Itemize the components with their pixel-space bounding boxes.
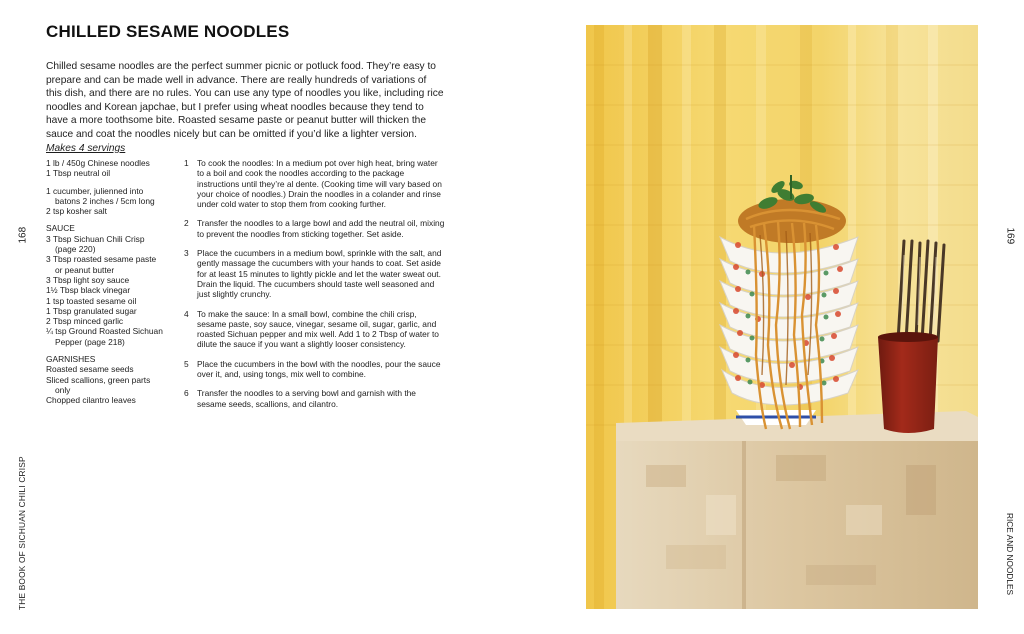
method-step	[184, 248, 446, 299]
stacked-bowls	[720, 237, 858, 425]
step-text: To cook the noodles: In a medium pot over high heat, bring water to a boil and cook the noodles according to the package instructions until they’re al dente. (Cooking time will vary based on your choice of noodles.) Drain the noodles in a colander and rinse under cold water to stop them from cooking further.	[197, 158, 442, 210]
step-number: 6	[184, 388, 189, 399]
ingredient-group-sauce	[46, 223, 164, 347]
ingredient-line: 1 cucumber, julienned into batons 2 inches / 5cm long	[46, 185, 155, 206]
ingredient-line: 3 Tbsp Sichuan Chili Crisp (page 220)	[46, 233, 145, 255]
method-steps	[184, 158, 446, 418]
intro-text: Chilled sesame noodles are the perfect summer picnic or potluck food. They’re easy to prepare and can be made well in advance. There are really hundreds of variations of this dish, and there are no rules. You can use any type of noodles you like, including rice noodles and Korean japchae, but I prefer using wheat noodles because they tend to have a more toothsome bite. Roasted sesame paste or peanut butter will thicken the sauce and coat the noodles nicely but can be omitted if you’d like a lighter version.	[46, 61, 444, 140]
ingredient-line: ¼ tsp Ground Roasted Sichuan Pepper (page 218)	[46, 326, 163, 347]
ingredients-list	[46, 158, 164, 413]
ingredient-line: 1 tsp toasted sesame oil	[46, 295, 137, 306]
step-number: 2	[184, 218, 189, 229]
step-text: Place the cucumbers in the bowl with the noodles, pour the sauce over it, and, using tongs, mix well to combine.	[197, 358, 441, 380]
ingredient-line: 1 lb / 450g Chinese noodles	[46, 158, 150, 168]
recipe-intro	[46, 60, 444, 155]
running-head-left: THE BOOK OF SICHUAN CHILI CRISP	[17, 456, 27, 610]
page-number-right: 169	[1004, 227, 1016, 245]
servings-note: Makes 4 servings	[46, 142, 126, 154]
recipe-title: CHILLED SESAME NOODLES	[46, 22, 290, 41]
ingredient-line: Chopped cilantro leaves	[46, 395, 136, 406]
ingredient-line: 1½ Tbsp black vinegar	[46, 285, 131, 296]
method-step	[184, 309, 446, 350]
method-step	[184, 218, 446, 239]
red-cup	[878, 337, 938, 433]
running-head-right: RICE AND NOODLES	[1005, 513, 1015, 596]
ingredient-line: 1 Tbsp granulated sugar	[46, 305, 137, 316]
page-number-left: 168	[17, 226, 29, 244]
method-step	[184, 359, 446, 380]
ingredient-line: 3 Tbsp roasted sesame paste or peanut butter	[46, 254, 157, 275]
step-number: 4	[184, 308, 189, 319]
step-number: 3	[184, 248, 189, 259]
step-text: To make the sauce: In a small bowl, combine the chili crisp, sesame paste, soy sauce, vinegar, sesame oil, sugar, garlic, and roasted Sichuan pepper and mix well. Add 1 to 2 Tbsp of water to dilute the sauce if you want a slightly looser consistency.	[197, 308, 439, 350]
ingredient-line: Roasted sesame seeds	[46, 364, 134, 375]
ingredient-line: 2 tsp kosher salt	[46, 206, 107, 217]
ingredient-line: 2 Tbsp minced garlic	[46, 316, 124, 327]
step-text: Transfer the noodles to a serving bowl and garnish with the sesame seeds, scallions, and cilantro.	[197, 388, 416, 409]
ingredient-group-garnishes	[46, 354, 164, 405]
method-step	[184, 158, 446, 209]
ingredient-line: Sliced scallions, green parts only	[46, 374, 151, 395]
ingredient-group-noodles	[46, 158, 164, 179]
right-page	[512, 0, 1024, 634]
step-number: 1	[184, 158, 189, 168]
method-step	[184, 388, 446, 409]
step-text: Transfer the noodles to a large bowl and add the neutral oil, mixing to prevent the noodles from sticking together. Set aside.	[197, 218, 445, 239]
sauce-heading: SAUCE	[46, 223, 75, 234]
ingredient-line: 1 Tbsp neutral oil	[46, 168, 111, 179]
step-text: Place the cucumbers in a medium bowl, sprinkle with the salt, and gently massage the cucumbers with your hands to coat. Set aside for at least 15 minutes to lightly pickle and let the water sweat out. Drain the liquid. The cucumbers should taste well seasoned and just slightly crunchy.	[197, 248, 442, 300]
step-number: 5	[184, 358, 189, 369]
ingredient-group-cucumber	[46, 186, 164, 217]
food-photo	[586, 25, 978, 609]
photo-illustration	[586, 25, 978, 609]
ingredient-line: 3 Tbsp light soy sauce	[46, 274, 130, 285]
garnishes-heading: GARNISHES	[46, 354, 96, 365]
